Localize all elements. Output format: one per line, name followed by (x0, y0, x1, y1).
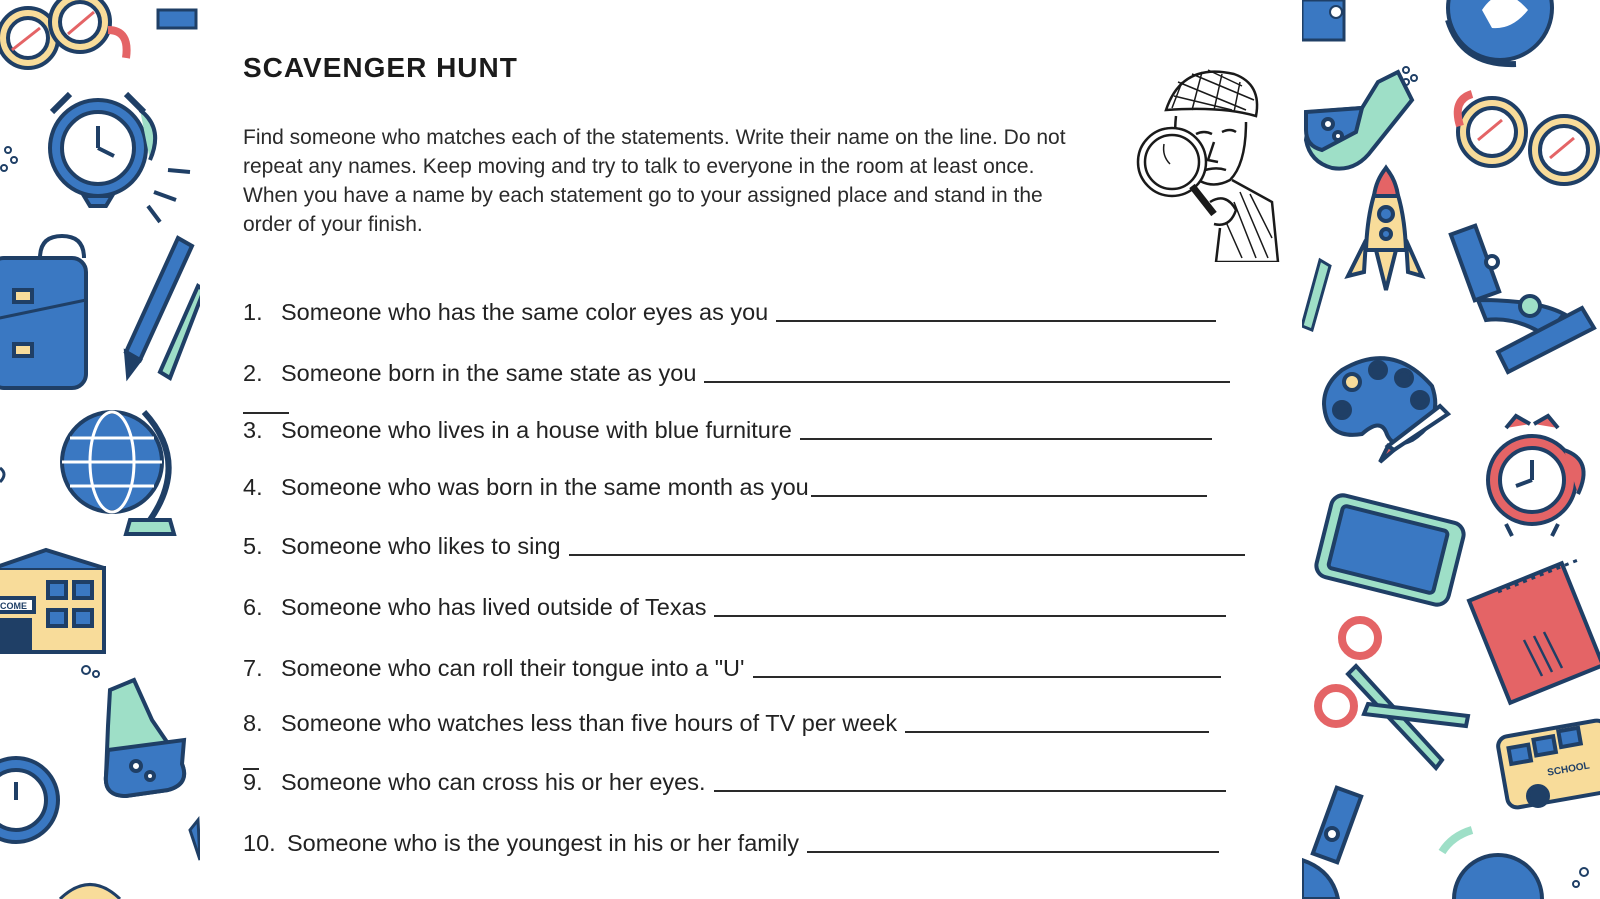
statement-number: 10. (243, 830, 276, 856)
right-decor-panel (1302, 0, 1600, 899)
pen-icon (126, 238, 200, 378)
statement-text: Someone who was born in the same month as you (281, 474, 809, 500)
statement-item-7 (243, 648, 1221, 682)
answer-line-5[interactable] (569, 554, 1245, 556)
statement-text: Someone who can roll their tongue into a "U' (281, 655, 745, 681)
microscope-icon (1302, 788, 1361, 899)
statement-item-4 (243, 467, 1207, 501)
instructions (243, 123, 1093, 239)
answer-line-10[interactable] (807, 851, 1219, 853)
flask-icon (1306, 72, 1412, 169)
pencil-icon (1302, 260, 1330, 330)
microscope-icon (1451, 226, 1594, 372)
statement-number: 9. (243, 769, 263, 795)
answer-line-4[interactable] (811, 495, 1207, 497)
instructions-paragraph-1: Find someone who matches each of the statements. Write their name on the line. Do not repeat any names. Keep moving and try to talk to everyone in the room at least once. (243, 126, 1066, 178)
statement-number: 4. (243, 474, 263, 500)
flask-icon (106, 680, 184, 796)
rocket-icon (1348, 168, 1422, 290)
statement-number: 3. (243, 417, 263, 443)
answer-line-3[interactable] (800, 438, 1212, 440)
statement-text: Someone who can cross his or her eyes. (281, 769, 706, 795)
statement-item-8 (243, 703, 1209, 737)
alarm-clock-icon (50, 94, 190, 222)
statement-number: 2. (243, 360, 263, 386)
statement-item-5 (243, 526, 1245, 560)
statement-text: Someone who lives in a house with blue furniture (281, 417, 792, 443)
statement-item-10 (243, 823, 1219, 857)
glasses-icon (0, 0, 127, 68)
answer-line-1[interactable] (776, 320, 1216, 322)
statement-text: Someone who likes to sing (281, 533, 561, 559)
bus-sign-text: SCHOOL (1546, 760, 1591, 779)
eraser-icon (158, 10, 196, 28)
statement-text: Someone who is the youngest in his or her family (287, 830, 800, 856)
instructions-paragraph-2: When you have a name by each statement go to your assigned place and stand in the order of your finish. (243, 184, 1043, 236)
glasses-icon (1458, 94, 1598, 184)
globe-icon (1442, 830, 1542, 899)
statement-item-1 (243, 292, 1216, 326)
statement-item-9 (243, 762, 1226, 796)
notebook-icon (1469, 560, 1600, 703)
left-decor-panel (0, 0, 200, 899)
answer-line-7[interactable] (753, 676, 1221, 678)
statement-number: 8. (243, 710, 263, 736)
statement-number: 1. (243, 299, 263, 325)
statement-text: Someone who has the same color eyes as you (281, 299, 769, 325)
alarm-clock-icon (1488, 416, 1584, 536)
statement-item-2 (243, 353, 1230, 387)
page-title: SCAVENGER HUNT (243, 52, 518, 83)
alarm-clock-icon (0, 758, 58, 842)
statement-number: 7. (243, 655, 263, 681)
answer-line-9[interactable] (714, 790, 1226, 792)
tablet-icon (1314, 493, 1466, 607)
detective-icon (1122, 52, 1282, 262)
statement-number: 5. (243, 533, 263, 559)
scissors-icon (1318, 620, 1468, 768)
statement-item-3 (243, 410, 1212, 444)
answer-line-8[interactable] (905, 731, 1209, 733)
globe-icon (1448, 0, 1552, 64)
statement-text: Someone who has lived outside of Texas (281, 594, 707, 620)
paint-palette-icon (1324, 358, 1448, 462)
worksheet-page (200, 0, 1302, 899)
backpack-icon (0, 236, 86, 388)
statement-item-6 (243, 587, 1226, 621)
statement-text: Someone born in the same state as you (281, 360, 697, 386)
answer-line-2[interactable] (704, 381, 1230, 383)
answer-line-6[interactable] (714, 615, 1226, 617)
globe-icon (62, 412, 174, 534)
statement-text: Someone who watches less than five hours of TV per week (281, 710, 898, 736)
statement-number: 6. (243, 594, 263, 620)
school-sign-text: COME (0, 601, 27, 611)
